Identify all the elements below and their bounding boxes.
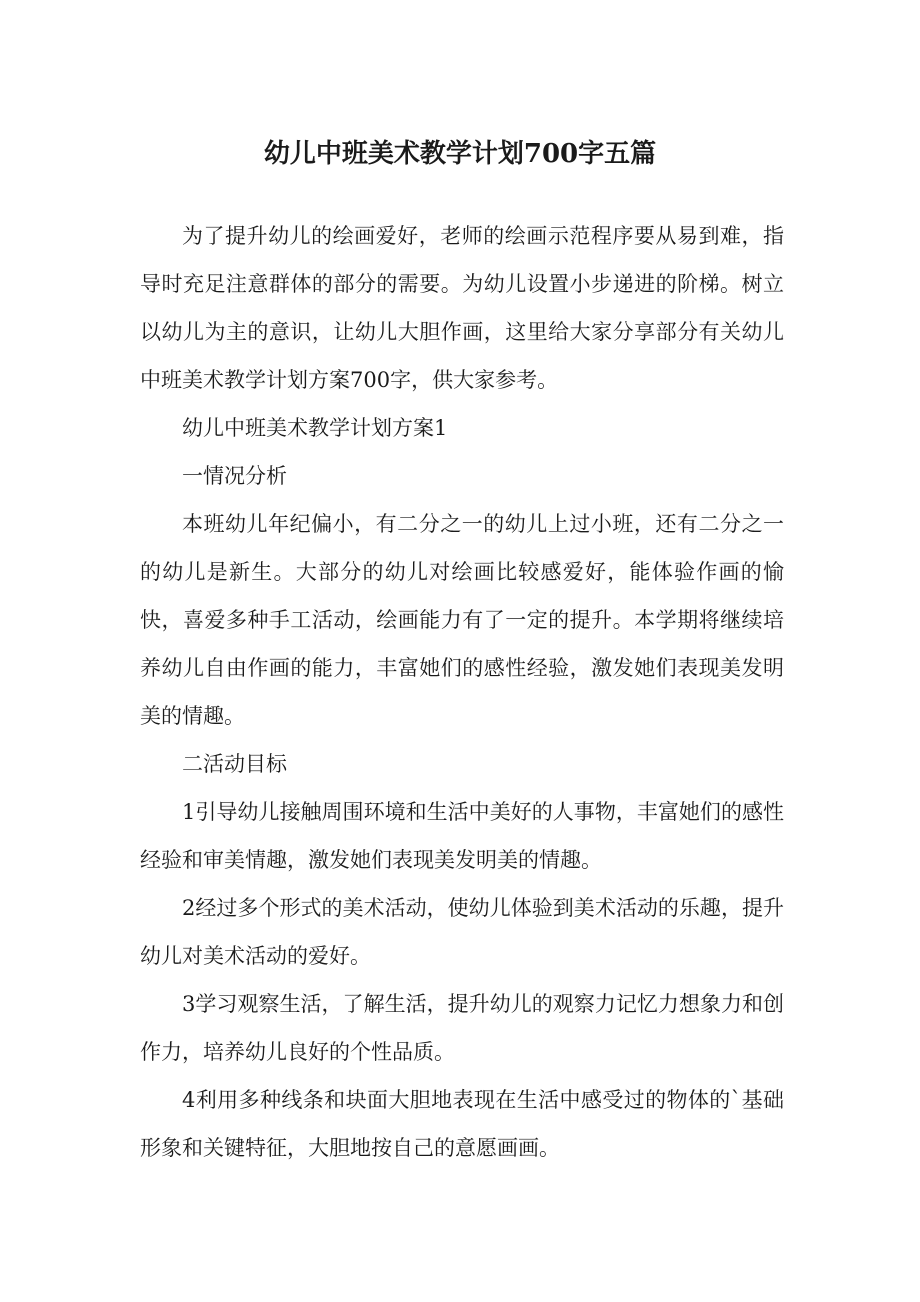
goal-item-3: 3学习观察生活，了解生活，提升幼儿的观察力记忆力想象力和创作力，培养幼儿良好的个性品质。 (140, 992, 784, 1064)
goal-item-2: 2经过多个形式的美术活动，使幼儿体验到美术活动的乐趣，提升幼儿对美术活动的爱好。 (140, 896, 784, 968)
situation-paragraph: 本班幼儿年纪偏小，有二分之一的幼儿上过小班，还有二分之一的幼儿是新生。大部分的幼儿对绘画比较感爱好，能体验作画的愉快，喜爱多种手工活动，绘画能力有了一定的提升。本学期将继续培养幼儿自由作画的能力，丰富她们的感性经验，激发她们表现美发明美的情趣。 (140, 512, 784, 728)
document-body (140, 212, 784, 1172)
intro-paragraph: 为了提升幼儿的绘画爱好，老师的绘画示范程序要从易到难，指导时充足注意群体的部分的需要。为幼儿设置小步递进的阶梯。树立以幼儿为主的意识，让幼儿大胆作画，这里给大家分享部分有关幼儿中班美术教学计划方案700字，供大家参考。 (140, 224, 784, 392)
goal-item-4: 4利用多种线条和块面大胆地表现在生活中感受过的物体的`基础形象和关键特征，大胆地按自己的意愿画画。 (140, 1088, 784, 1160)
section-heading-goals: 二活动目标 (182, 752, 287, 776)
plan-heading: 幼儿中班美术教学计划方案1 (182, 416, 448, 440)
document-title: 幼儿中班美术教学计划700字五篇 (263, 139, 657, 170)
section-heading-situation: 一情况分析 (182, 464, 287, 488)
goal-item-1: 1引导幼儿接触周围环境和生活中美好的人事物，丰富她们的感性经验和审美情趣，激发她们表现美发明美的情趣。 (140, 800, 784, 872)
